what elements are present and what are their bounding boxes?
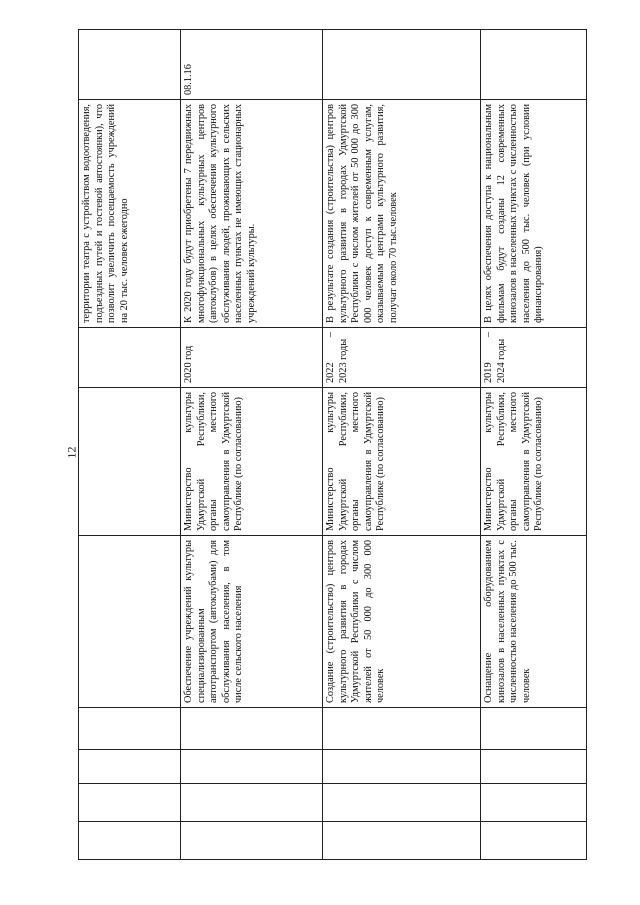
measures-table [78, 29, 587, 860]
table-cell-measure: Обеспечение учреждений культуры специализированным автотранспортом (автоклубами) для обслуживания населения, в том числе сельского населения [181, 536, 323, 708]
table-cell-empty [181, 750, 323, 784]
table-cell-executor: Министерство культуры Удмуртской Республики, органы местного самоуправления в Удмуртской Республике (по согласованию) [481, 388, 587, 536]
table-row [481, 30, 587, 860]
table-cell-empty [79, 750, 181, 784]
table-cell-empty [481, 784, 587, 822]
table-row [181, 30, 323, 860]
table-row-top [79, 30, 181, 860]
table-cell-empty [79, 784, 181, 822]
table-cell-code [481, 30, 587, 100]
table-cell-empty [323, 750, 481, 784]
table-cell-executor: Министерство культуры Удмуртской Республики, органы местного самоуправления в Удмуртской Республике (по согласованию) [323, 388, 481, 536]
table-cell-executor: Министерство культуры Удмуртской Республики, органы местного самоуправления в Удмуртской Республике (по согласованию) [181, 388, 323, 536]
rotated-table-container [78, 30, 586, 860]
table-cell-empty [79, 328, 181, 388]
table-cell-measure: Создание (строительство) центров культурного развития в городах Удмуртской Республики с числом жителей от 50 000 до 300 000 человек [323, 536, 481, 708]
table-cell-term: 2019 – 2024 годы [481, 328, 587, 388]
table-cell-code [323, 30, 481, 100]
table-cell-empty [181, 708, 323, 750]
table-cell-term: 2020 год [181, 328, 323, 388]
table-cell-result: К 2020 году будут приобретены 7 передвижных многофункциональных культурных центров (автоклубов) в целях обеспечения культурного обслуживания людей, проживающих в сельских населенных пунктах не имеющих стационарных учреждений культуры. [181, 100, 323, 328]
table-cell-empty [79, 536, 181, 708]
table-cell-result: В результате создания (строительства) центров культурного развития в городах Удмуртской Республики с числом жителей от 50 000 до 300 000 человек доступ к современным услугам, оказываемым центрами культурного развития, получат около 70 тыс.человек [323, 100, 481, 328]
table-cell-empty [481, 750, 587, 784]
table-cell-empty [79, 822, 181, 860]
table-cell-measure: Оснащение оборудованием кинозалов в населенных пунктах с численностью населения до 500 тыс. человек [481, 536, 587, 708]
table-cell-code: 08.1.16 [181, 30, 323, 100]
table-cell-empty [79, 30, 181, 100]
table-cell-result: В целях обеспечения доступа к национальным фильмам будут созданы 12 современных кинозалов в населенных пунктах с численностью населения до 500 тыс. человек (при условии финансирования) [481, 100, 587, 328]
table-cell-empty [481, 708, 587, 750]
table-cell-empty [181, 784, 323, 822]
table-row [323, 30, 481, 860]
table-cell-empty [79, 388, 181, 536]
table-cell-term: 2022 – 2023 годы [323, 328, 481, 388]
table-cell-result: территории театра с устройством водоотведения, подъездных путей и гостевой автостоянки), что позволит увеличить посещаемость учреждений на 20 тыс. человек ежегодно [79, 100, 181, 328]
table-cell-empty [323, 822, 481, 860]
table-cell-empty [323, 784, 481, 822]
table-cell-empty [79, 708, 181, 750]
table-cell-empty [481, 822, 587, 860]
table-cell-empty [181, 822, 323, 860]
page-number [66, 442, 78, 462]
table-cell-empty [323, 708, 481, 750]
page-number-text: 12 [64, 446, 79, 458]
